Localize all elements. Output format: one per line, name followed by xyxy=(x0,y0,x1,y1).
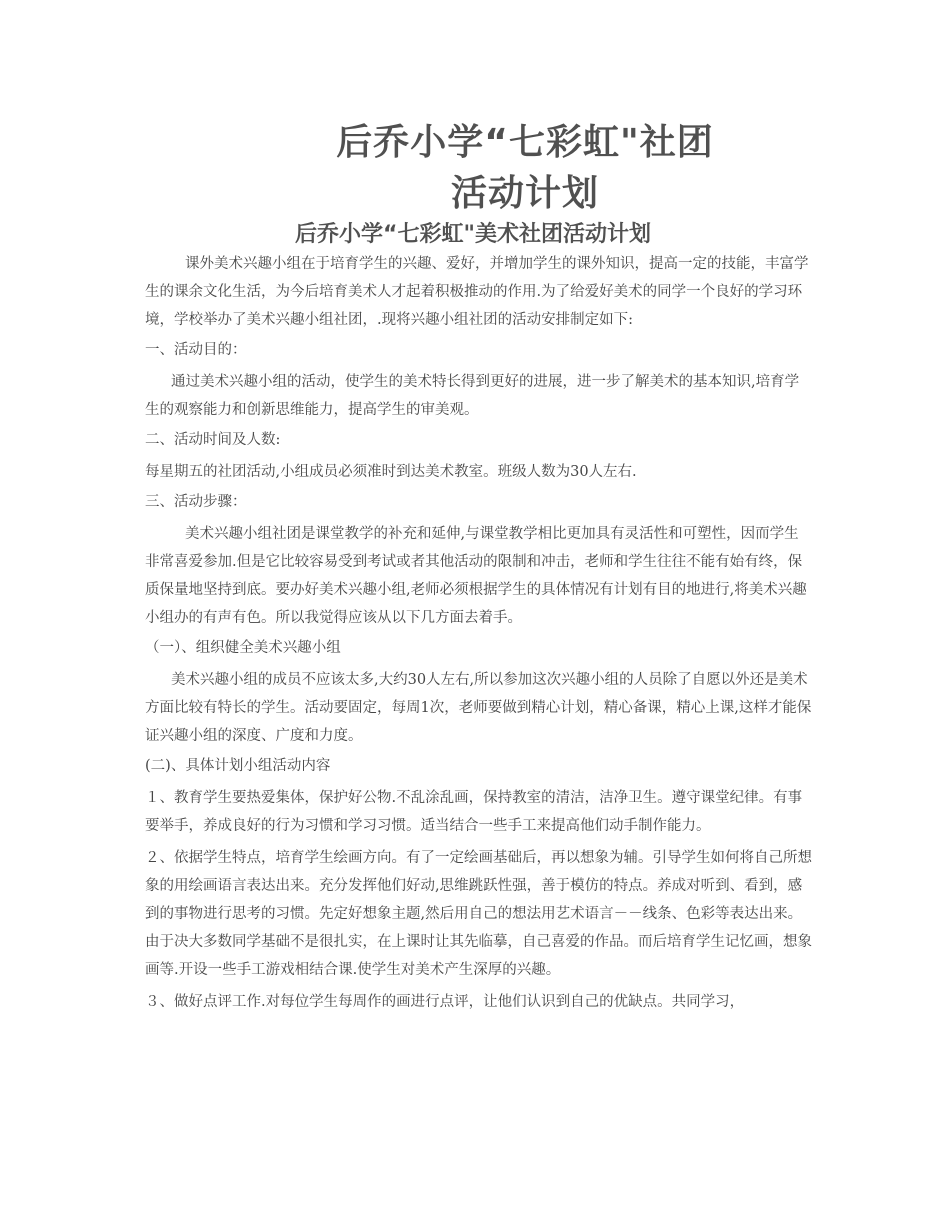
list-item-3: ３、做好点评工作.对每位学生每周作的画进行点评，让他们认识到自己的优缺点。共同学习， xyxy=(145,994,745,1010)
section-text-steps: 美术兴趣小组社团是课堂教学的补充和延伸,与课堂教学相比更加具有灵活性和可塑性，因而学生非常喜爱参加.但是它比较容易受到考试或者其他活动的限制和冲击，老师和学生往往不能有始有终，保质保量地坚持到底。要办好美术兴趣小组,老师必须根据学生的具体情况有计划有目的地进行,将美术兴趣小组办的有声有色。所以我觉得应该从以下几方面去着手。 xyxy=(145,526,807,626)
list-item-2: ２、依据学生特点，培育学生绘画方向。有了一定绘画基础后，再以想象为辅。引导学生如何将自己所想象的用绘画语言表达出来。充分发挥他们好动,思维跳跃性强，善于模仿的特点。养成对听到、看到，感到的事物进行思考的习惯。先定好想象主题,然后用自己的想法用艺术语言－－线条、色彩等表达出来。由于决大多数同学基础不是很扎实，在上课时让其先临摹，自己喜爱的作品。而后培育学生记忆画，想象画等.开设一些手工游戏相结合课.使学生对美术产生深厚的兴趣。 xyxy=(145,850,812,978)
subsection-heading-content: (二)、具体计划小组活动内容 xyxy=(145,758,331,774)
section-text-purpose: 通过美术兴趣小组的活动，使学生的美术特长得到更好的进展，进一步了解美术的基本知识,培育学生的观察能力和创新思维能力，提高学生的审美观。 xyxy=(145,374,800,418)
intro-paragraph: 课外美术兴趣小组在于培育学生的兴趣、爱好，并增加学生的课外知识，提高一定的技能，丰富学生的课余文化生活，为今后培育美术人才起着积极推动的作用.为了给爱好美术的同学一个良好的学习环境，学校举办了美术兴趣小组社团，.现将兴趣小组社团的活动安排制定如下: xyxy=(145,256,809,328)
document-title-line2: 活动计划 xyxy=(450,173,599,214)
section-heading-purpose: 一、活动目的： xyxy=(145,342,247,358)
section-heading-steps: 三、活动步骤： xyxy=(145,494,247,510)
document-subtitle: 后乔小学“七彩虹"美术社团活动计划 xyxy=(295,222,651,247)
document-body xyxy=(145,250,813,1016)
section-text-time: 每星期五的社团活动,小组成员必须准时到达美术教室。班级人数为30人左右. xyxy=(145,464,637,480)
subsection-heading-organize: （一）、组织健全美术兴趣小组 xyxy=(145,640,341,656)
list-item-1: １、教育学生要热爱集体，保护好公物.不乱涂乱画，保持教室的清洁，洁净卫生。遵守课堂纪律。有事要举手，养成良好的行为习惯和学习习惯。适当结合一些手工来提高他们动手制作能力。 xyxy=(145,790,803,834)
document-title-line1: 后乔小学“七彩虹"社团 xyxy=(336,122,714,163)
subsection-text-organize: 美术兴趣小组的成员不应该太多,大约30人左右,所以参加这次兴趣小组的人员除了自愿以外还是美术方面比较有特长的学生。活动要固定，每周1次，老师要做到精心计划，精心备课，精心上课,这样才能保证兴趣小组的深度、广度和力度。 xyxy=(145,672,812,744)
section-heading-time: 二、活动时间及人数: xyxy=(145,432,281,448)
